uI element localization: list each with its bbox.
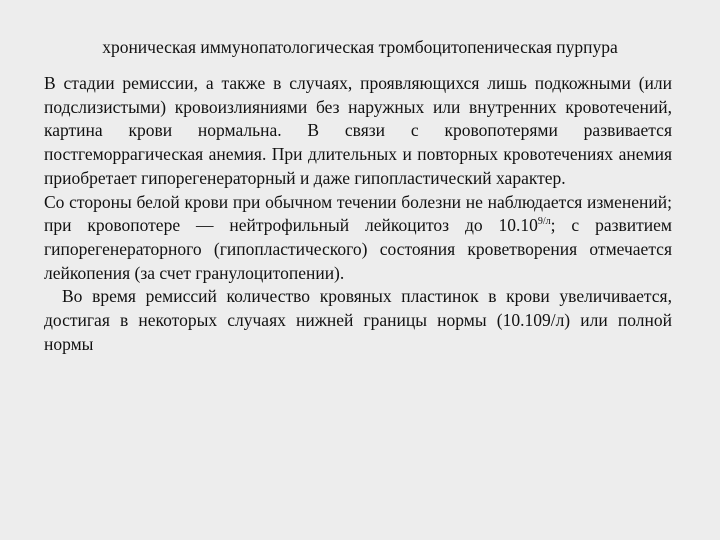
paragraph-platelets-remission: Во время ремиссий количество кровяных пластинок в крови увеличивается, достигая в некоторых случаях нижней границы нормы (10.109/л) или полной нормы xyxy=(44,286,672,354)
unit-superscript: 9/л xyxy=(537,216,551,228)
paragraph-white-blood-text-start: Со стороны белой крови при обычном течении болезни не наблюдается изменений; при кровопотере — нейтрофильный лейкоцитоз до 10.10 xyxy=(44,191,672,236)
slide-body xyxy=(44,72,672,356)
slide-title: хроническая иммунопатологическая тромбоцитопеническая пурпура xyxy=(102,37,618,57)
paragraph-remission-blood-picture: В стадии ремиссии, а также в случаях, проявляющихся лишь подкожными (или подслизистыми) кровоизлияниями без наружных или внутренних кровотечений, картина крови нормальна. В связи с кровопотерями развивается постгеморрагическая анемия. При длительных и повторных кровотечениях анемия приобретает гипорегенераторный и даже гипопластический характер. xyxy=(44,73,672,188)
paragraph-white-blood xyxy=(44,191,672,286)
paragraph-white-blood-text-end: ; с развитием гипорегенераторного (гипопластического) состояния кроветворения отмечается лейкопения (за счет гранулоцитопении). xyxy=(44,215,672,283)
